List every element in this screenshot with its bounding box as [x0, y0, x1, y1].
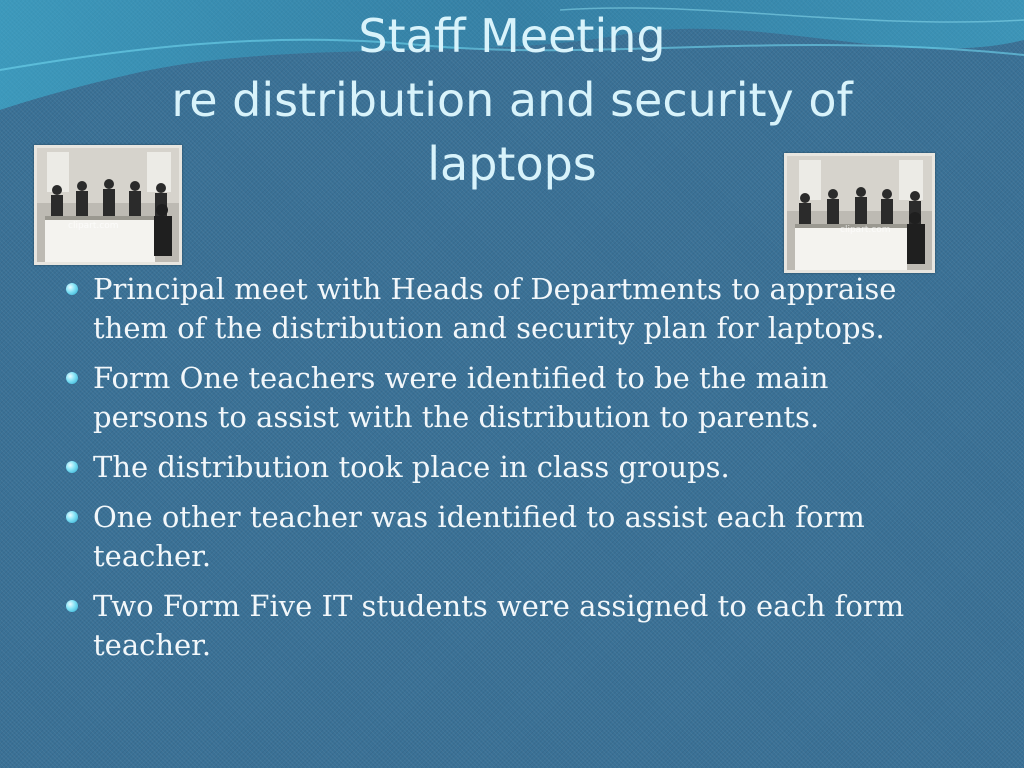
- bullet-line: teacher.: [93, 628, 212, 662]
- bullet-line: Form One teachers were identified to be the main: [93, 361, 829, 395]
- meeting-photo-left: [34, 145, 182, 265]
- bullet-icon: [66, 372, 78, 384]
- bullet-line: teacher.: [93, 539, 212, 573]
- bullet-icon: [66, 461, 78, 473]
- bullet-item: [64, 270, 974, 348]
- bullet-line: persons to assist with the distribution to parents.: [93, 400, 820, 434]
- bullet-icon: [66, 600, 78, 612]
- bullet-item: [64, 587, 974, 665]
- bullet-item: [64, 498, 974, 576]
- bullet-item: [64, 359, 974, 437]
- title-line-2: re distribution and security of: [171, 73, 853, 127]
- bullet-line: One other teacher was identified to assist each form: [93, 500, 865, 534]
- meeting-photo-right: [784, 153, 935, 273]
- bullet-icon: [66, 511, 78, 523]
- bullet-item: [64, 448, 974, 487]
- bullet-line: Two Form Five IT students were assigned to each form: [93, 589, 905, 623]
- bullet-line: Principal meet with Heads of Departments to appraise: [93, 272, 897, 306]
- bullet-line: The distribution took place in class groups.: [93, 450, 730, 484]
- photo-watermark: clipart.com: [840, 225, 891, 235]
- bullet-line: them of the distribution and security plan for laptops.: [93, 311, 885, 345]
- title-line-3: laptops: [427, 137, 597, 191]
- bullet-icon: [66, 283, 78, 295]
- bullet-list: [64, 270, 974, 676]
- title-line-1: Staff Meeting: [358, 9, 666, 63]
- photo-watermark: clipart.com: [68, 221, 119, 231]
